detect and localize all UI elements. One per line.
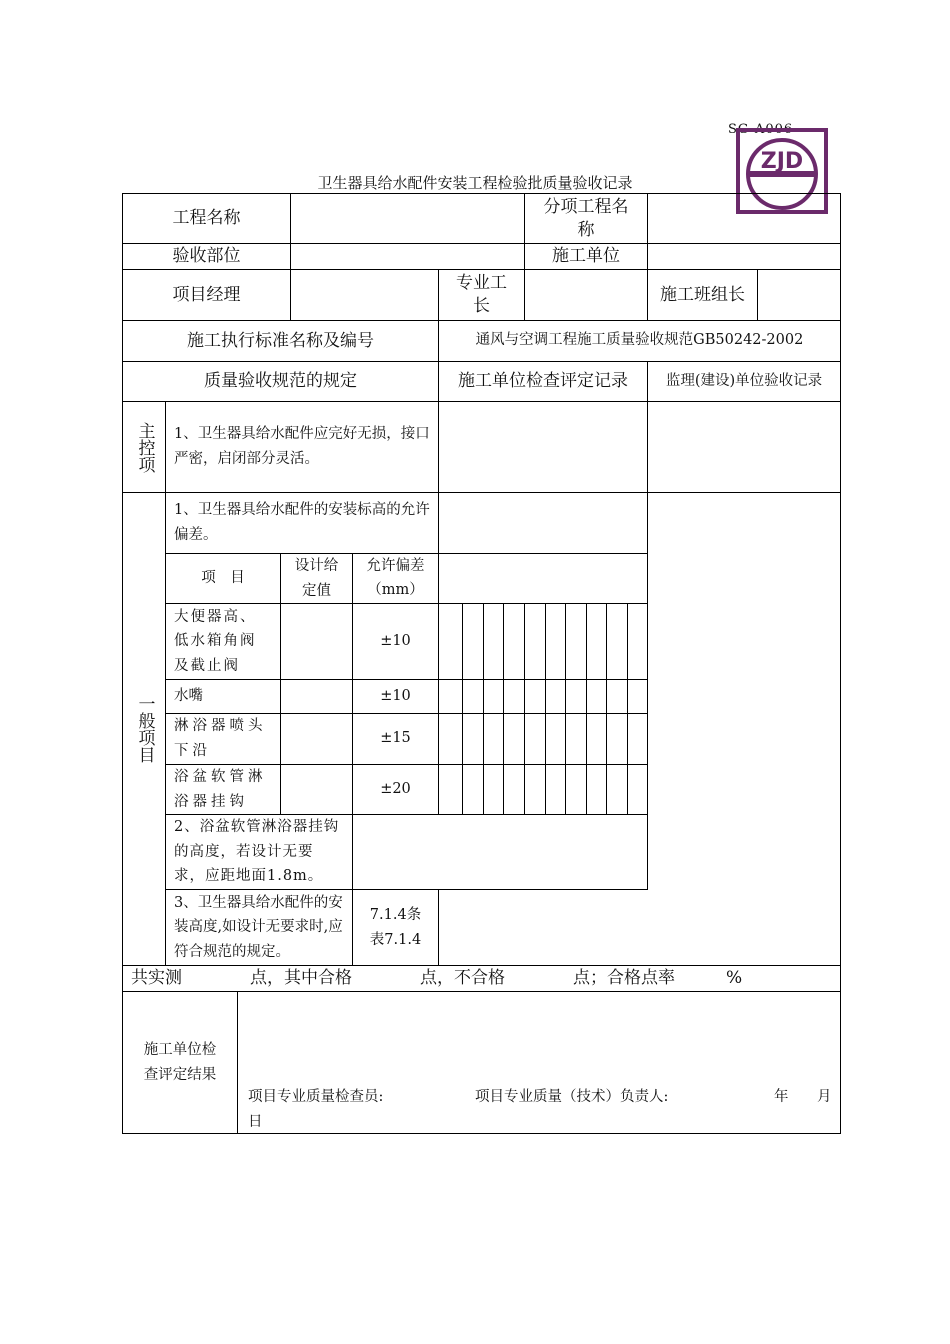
col-tolerance-header: 允许偏差（mm） (366, 558, 425, 598)
sub-project-value[interactable] (648, 194, 840, 243)
acceptance-part-value[interactable] (291, 244, 524, 269)
main-control-label: 主控项 (134, 421, 155, 473)
general-item-1: 1、卫生器具给水配件的安装标高的允许偏差。 (174, 501, 430, 543)
row-4-name: 浴盆软管淋浴器挂钩 (174, 768, 267, 810)
project-manager-value[interactable] (291, 270, 438, 320)
sub-project-label: 分项工程名称 (543, 196, 629, 240)
row-1-name: 大便器高、低水箱角阀及截止阀 (174, 608, 257, 674)
logo-text: ZJD (760, 149, 804, 174)
year-label: 年 (774, 1089, 789, 1105)
spec-rule-header: 质量验收规范的规定 (204, 371, 357, 392)
construction-unit-label: 施工单位 (552, 246, 620, 267)
row-1-tolerance: ±10 (380, 632, 411, 649)
month-label: 月 (817, 1089, 832, 1105)
acceptance-part-label: 验收部位 (172, 246, 241, 267)
document-code: SG-A006 (728, 122, 794, 137)
general-items-label: 一般项目 (134, 695, 155, 763)
project-name-label: 工程名称 (172, 208, 241, 229)
construction-unit-value[interactable] (648, 244, 840, 269)
general-item-2: 2、浴盆软管淋浴器挂钩的高度，若设计无要求，应距地面1.8m。 (174, 819, 340, 885)
professional-foreman-label: 专业工长 (456, 273, 507, 316)
standard-label: 施工执行标准名称及编号 (187, 330, 374, 351)
professional-foreman-value[interactable] (525, 270, 647, 320)
team-leader-value[interactable] (758, 270, 840, 320)
row-2-name: 水嘴 (174, 687, 203, 704)
main-control-supervision[interactable] (648, 402, 840, 492)
col-item-header: 项 目 (201, 569, 245, 586)
project-manager-label: 项目经理 (172, 284, 241, 305)
supervision-record-header: 监理(建设)单位验收记录 (665, 372, 823, 389)
row-3-tolerance: ±15 (380, 730, 411, 747)
main-control-check[interactable] (439, 402, 647, 492)
responsible-label: 项目专业质量（技术）负责人: (475, 1089, 669, 1105)
construction-check-header: 施工单位检查评定记录 (458, 371, 628, 392)
standard-value: 通风与空调工程施工质量验收规范GB50242-2002 (475, 332, 804, 349)
day-label: 日 (248, 1114, 263, 1130)
col-design-header: 设计给定值 (294, 557, 339, 599)
row-4-tolerance: ±20 (380, 780, 411, 797)
general-item-3-ref: 7.1.4条表7.1.4 (369, 906, 422, 948)
inspector-label: 项目专业质量检查员: (248, 1089, 384, 1105)
page-title: 卫生器具给水配件安装工程检验批质量验收记录 (317, 174, 633, 192)
result-label: 施工单位检查评定结果 (143, 1041, 217, 1083)
row-2-tolerance: ±10 (380, 687, 411, 704)
general-item-3: 3、卫生器具给水配件的安装高度,如设计无要求时,应符合规范的规定。 (174, 894, 343, 960)
team-leader-label: 施工班组长 (660, 284, 745, 305)
summary-line: 共实测 点，其中合格 点，不合格 点；合格点率 % (131, 968, 743, 989)
main-control-item-1: 1、卫生器具给水配件应完好无损，接口严密，启闭部分灵活。 (174, 425, 430, 467)
project-name-value[interactable] (291, 194, 524, 243)
row-3-name: 淋浴器喷头下沿 (174, 718, 267, 759)
